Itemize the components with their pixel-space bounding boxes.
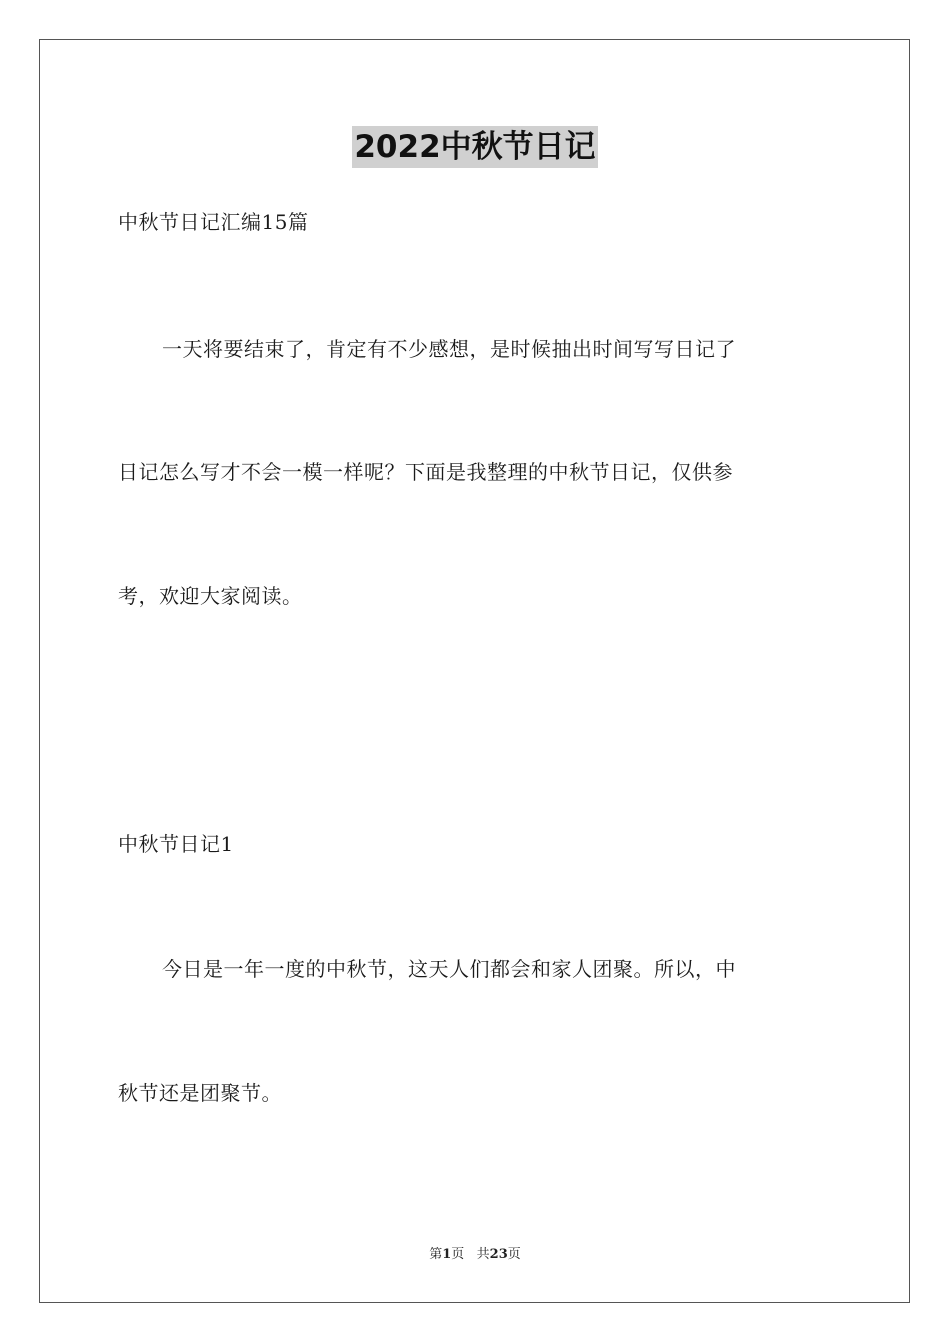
footer-suffix: 页 [507,1247,521,1262]
footer-page-number: 1 [442,1247,452,1262]
document-title: 2022中秋节日记 [352,126,597,168]
intro-paragraph-line-1: 一天将要结束了，肯定有不少感想，是时候抽出时间写写日记了 [162,337,736,361]
footer-middle: 页 共 [451,1247,490,1262]
section-heading: 中秋节日记1 [118,832,234,856]
footer-prefix: 第 [429,1247,443,1262]
intro-paragraph-line-2: 日记怎么写才不会一模一样呢？下面是我整理的中秋节日记，仅供参 [118,460,733,484]
body-paragraph-line-1: 今日是一年一度的中秋节，这天人们都会和家人团聚。所以，中 [162,957,736,981]
body-paragraph-line-2: 秋节还是团聚节。 [118,1081,282,1105]
document-subtitle: 中秋节日记汇编15篇 [118,210,309,234]
title-container [0,126,950,168]
footer-total-pages: 23 [489,1247,508,1262]
page-footer [0,1246,950,1264]
intro-paragraph-line-3: 考，欢迎大家阅读。 [118,584,303,608]
